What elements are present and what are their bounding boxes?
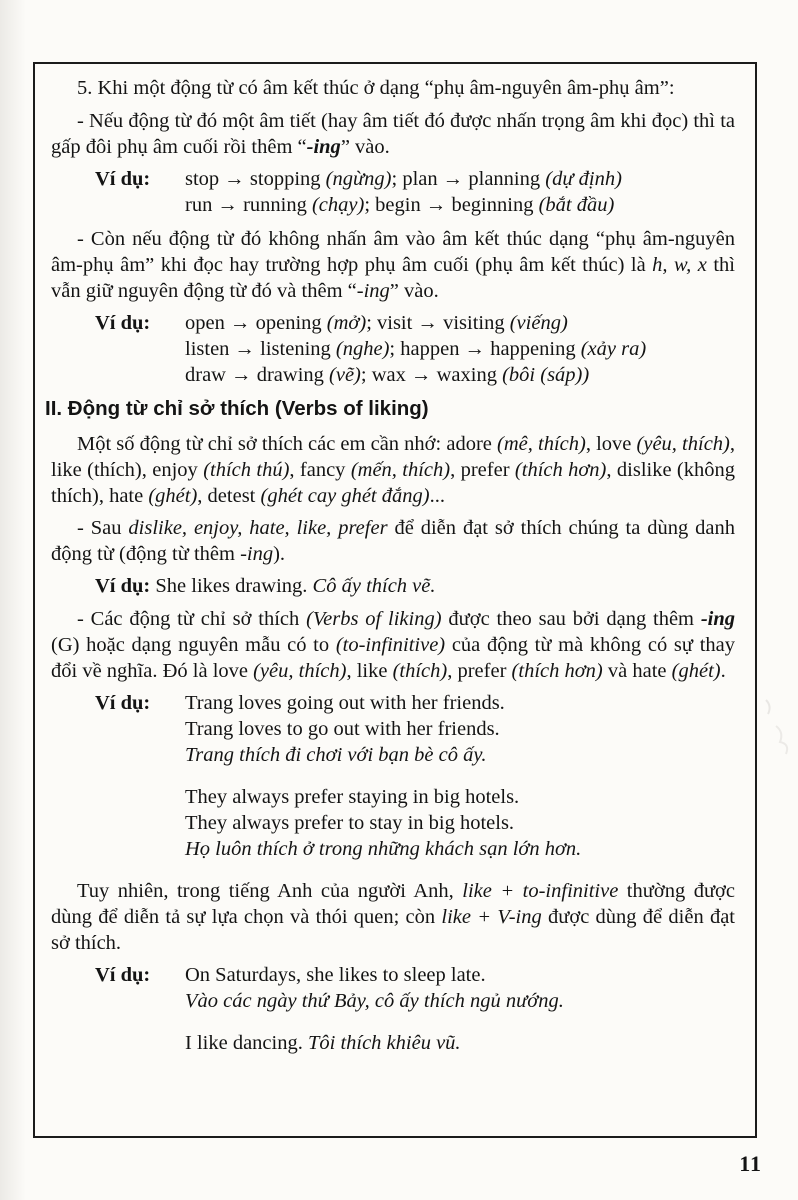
text-run: (thích thú) xyxy=(203,459,290,481)
text-run: -ing xyxy=(700,608,736,630)
example-line xyxy=(185,192,735,218)
example-lines xyxy=(185,310,735,388)
example-line xyxy=(185,362,735,388)
text-run: ; plan → planning xyxy=(391,168,546,190)
text-run: Ví dụ: xyxy=(95,575,151,597)
text-run: , prefer xyxy=(450,459,515,481)
text-run: run → running xyxy=(185,194,312,216)
example-line xyxy=(185,836,735,862)
text-run: -ing xyxy=(240,543,274,565)
text-run: listen → listening xyxy=(185,338,336,360)
text-run: ; wax → waxing xyxy=(360,364,503,386)
text-run: like + to-infinitive xyxy=(462,880,619,902)
text-run: - Các động từ chỉ sở thích xyxy=(77,608,307,630)
content-frame xyxy=(33,62,757,1138)
text-run: (thích) xyxy=(392,660,448,682)
text-run: (bôi (sáp)) xyxy=(502,364,590,386)
text-run: Trang loves going out with her friends. xyxy=(185,692,505,714)
text-run: I like dancing. xyxy=(185,1032,308,1054)
text-run: (viếng) xyxy=(509,312,568,334)
text-run: (chạy) xyxy=(311,194,365,216)
text-run: (ngừng) xyxy=(325,168,392,190)
text-run: (mến, thích) xyxy=(350,459,451,481)
example-line xyxy=(185,742,735,768)
text-run: - Còn nếu động từ đó không nhấn âm vào âm kết thúc dạng “phụ âm-nguyên âm-phụ âm” khi đọc hay trường hợp phụ âm cuối (phụ âm kết thúc) là xyxy=(51,228,735,276)
text-run: -ing xyxy=(306,136,341,158)
text-run: (yêu, thích) xyxy=(253,660,347,682)
example-line xyxy=(185,962,735,988)
text-run: They always prefer to stay in big hotels. xyxy=(185,812,515,834)
para-single-syllable-rule xyxy=(51,108,735,160)
example-block-open-visit xyxy=(51,310,735,388)
text-run: Tuy nhiên, trong tiếng Anh của người Anh, xyxy=(77,880,463,902)
text-run: -ing xyxy=(356,280,390,302)
text-run: (vẽ) xyxy=(329,364,361,386)
text-run: (Verbs of liking) xyxy=(306,608,442,630)
text-run: (to-infinitive) xyxy=(335,634,446,656)
text-run: được theo sau bởi dạng thêm xyxy=(441,608,701,630)
section-heading-verbs-of-liking: II. Động từ chỉ sở thích (Verbs of liking) xyxy=(45,397,429,420)
text-run: (thích hơn) xyxy=(511,660,603,682)
text-run: , fancy xyxy=(289,459,351,481)
para-gerund-after-rule xyxy=(51,515,735,567)
text-run: like + V-ing xyxy=(441,906,542,928)
text-run: ; begin → beginning xyxy=(364,194,539,216)
text-run: , prefer xyxy=(447,660,512,682)
vi-du-label: Ví dụ: xyxy=(95,168,151,190)
text-run: (nghe) xyxy=(335,338,390,360)
text-run: Một số động từ chỉ sở thích các em cần nhớ: adore xyxy=(77,433,498,455)
text-run: thì vẫn giữ nguyên động từ đó và thêm “ xyxy=(51,254,735,302)
text-run: (xảy ra) xyxy=(580,338,647,360)
para-unstressed-rule xyxy=(51,226,735,304)
text-run: dislike, enjoy, hate, like, prefer xyxy=(128,517,388,539)
text-run: - Nếu động từ đó một âm tiết (hay âm tiết đó được nhấn trọng âm khi đọc) thì ta gấp đôi phụ âm cuối rồi thêm “ xyxy=(51,110,735,158)
example-block-saturdays-dancing xyxy=(51,962,735,1056)
text-run: (G) hoặc dạng nguyên mẫu có to xyxy=(51,634,336,656)
example-line xyxy=(185,310,735,336)
text-run: Trang thích đi chơi với bạn bè cô ấy. xyxy=(185,744,487,766)
text-run: Cô ấy thích vẽ. xyxy=(312,575,436,597)
text-run: (thích hơn) xyxy=(514,459,607,481)
text-run: , detest xyxy=(197,485,261,507)
text-run: Trang loves to go out with her friends. xyxy=(185,718,500,740)
para-verbs-of-liking-list xyxy=(51,431,735,509)
text-run: ” vào. xyxy=(340,136,390,158)
example-line xyxy=(185,784,735,810)
text-run: Họ luôn thích ở trong những khách sạn lớn hơn. xyxy=(185,838,582,860)
rule-5-line xyxy=(51,75,735,101)
example-block-trang-hotels xyxy=(51,690,735,862)
text-run: (mở) xyxy=(326,312,367,334)
text-run: (ghét) xyxy=(671,660,721,682)
text-run: (yêu, thích) xyxy=(636,433,730,455)
example-block-stop-plan xyxy=(51,166,735,218)
example-lines xyxy=(185,166,735,218)
text-run: , like xyxy=(346,660,393,682)
text-run: và hate xyxy=(602,660,672,682)
text-run: open → opening xyxy=(185,312,327,334)
scan-smudge xyxy=(752,692,792,762)
example-she-likes-drawing xyxy=(95,573,735,599)
text-run: (ghét) xyxy=(148,485,198,507)
text-run: Vào các ngày thứ Bảy, cô ấy thích ngủ nướng. xyxy=(185,990,564,1012)
text-run: (dự định) xyxy=(545,168,622,190)
text-run: ... xyxy=(429,485,445,507)
text-run: They always prefer staying in big hotels. xyxy=(185,786,520,808)
text-run: She likes drawing. xyxy=(150,575,313,597)
text-run: (bắt đầu) xyxy=(538,194,615,216)
vi-du-label: Ví dụ: xyxy=(95,964,151,986)
example-lines xyxy=(185,690,735,862)
vi-du-label: Ví dụ: xyxy=(95,692,151,714)
text-run: (mê, thích) xyxy=(497,433,586,455)
text-run: , like (thích), enjoy xyxy=(51,433,735,481)
text-run: (ghét cay ghét đắng) xyxy=(260,485,430,507)
text-run: , love xyxy=(585,433,637,455)
page-edge-shadow xyxy=(0,0,26,1200)
text-run: stop → stopping xyxy=(185,168,326,190)
text-run: ; visit → visiting xyxy=(366,312,510,334)
text-run: , dislike (không thích), hate xyxy=(51,459,736,507)
example-line xyxy=(185,336,735,362)
text-run: h, w, x xyxy=(652,254,707,276)
page-number: 11 xyxy=(739,1151,762,1176)
text-run: của động từ mà không có sự thay đổi về nghĩa. Đó là love xyxy=(51,634,735,682)
text-run: ; happen → happening xyxy=(389,338,581,360)
example-group-gap xyxy=(185,768,735,784)
text-run: On Saturdays, she likes to sleep late. xyxy=(185,964,486,986)
example-group-gap xyxy=(185,1014,735,1030)
example-line xyxy=(185,166,735,192)
text-run: để diễn đạt sở thích chúng ta dùng danh động từ (động từ thêm xyxy=(51,517,736,565)
example-line xyxy=(185,810,735,836)
text-run: - Sau xyxy=(77,517,129,539)
example-lines xyxy=(185,962,735,1056)
text-run: . xyxy=(720,660,726,682)
example-line xyxy=(185,988,735,1014)
para-british-english-usage xyxy=(51,878,735,956)
para-ing-or-infinitive-rule xyxy=(51,606,735,684)
example-line xyxy=(185,1030,735,1056)
text-run: thường được dùng để diễn tả sự lựa chọn và thói quen; còn xyxy=(51,880,735,928)
text-run: 5. Khi một động từ có âm kết thúc ở dạng “phụ âm-nguyên âm-phụ âm”: xyxy=(77,77,675,99)
example-line xyxy=(185,716,735,742)
vi-du-label: Ví dụ: xyxy=(95,312,151,334)
example-line xyxy=(185,690,735,716)
text-run: được dùng để diễn đạt sở thích. xyxy=(51,906,735,954)
text-run: ). xyxy=(273,543,286,565)
text-run: draw → drawing xyxy=(185,364,330,386)
text-run: ” vào. xyxy=(389,280,439,302)
text-run: Tôi thích khiêu vũ. xyxy=(307,1032,461,1054)
